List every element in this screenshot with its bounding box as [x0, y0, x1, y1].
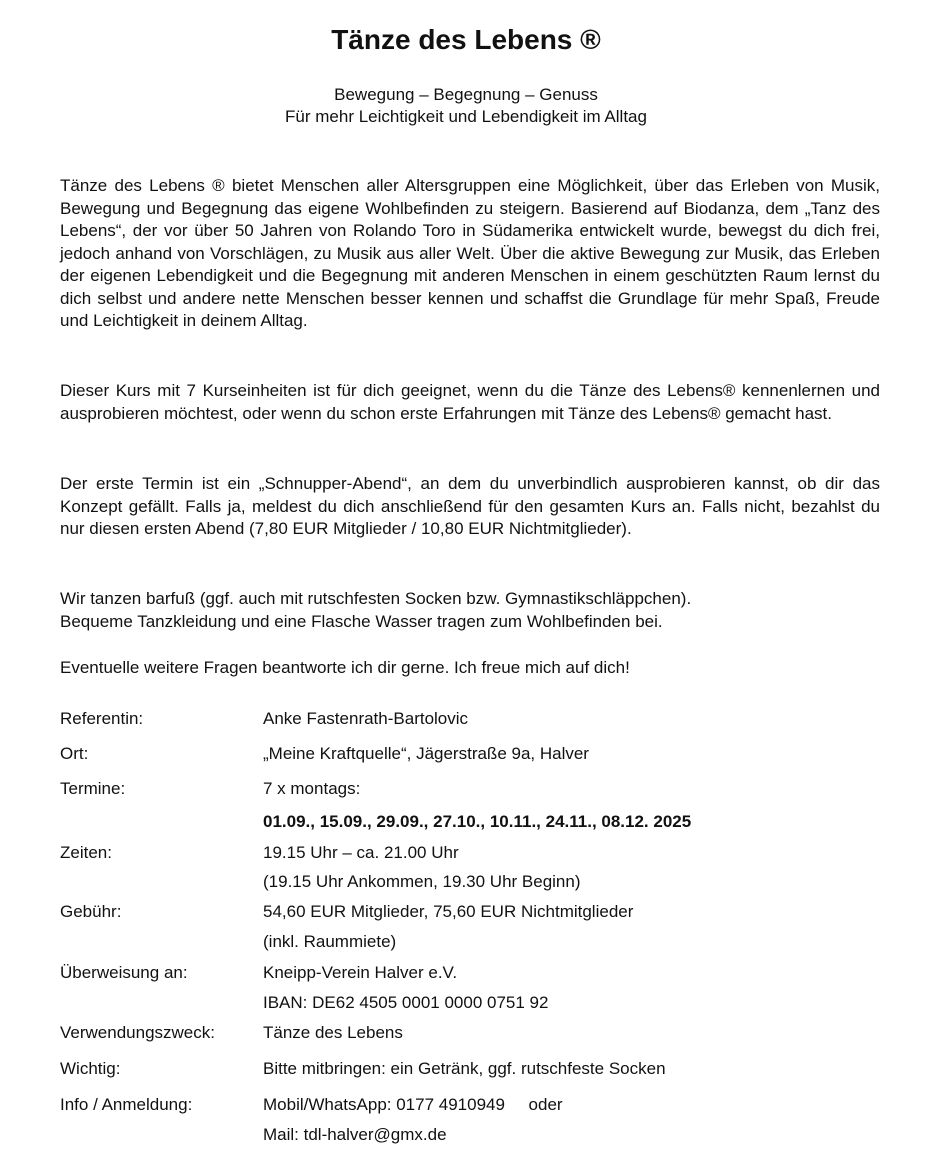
transfer-value-1: Kneipp-Verein Halver e.V.	[263, 963, 458, 982]
questions-text: Eventuelle weitere Fragen beantworte ich dir gerne. Ich freue mich auf dich!	[60, 658, 630, 677]
course-paragraph: Dieser Kurs mit 7 Kurseinheiten ist für dich geeignet, wenn du die Tänze des Lebens® kennenlernen und ausprobieren möchtest, oder wenn du schon erste Erfahrungen mit Tänze des Lebens® gemacht hast.	[60, 381, 880, 423]
questions-paragraph	[60, 657, 880, 680]
purpose-value: Tänze des Lebens	[263, 1023, 403, 1042]
place-value: „Meine Kraftquelle“, Jägerstraße 9a, Halver	[263, 744, 589, 763]
speaker-label: Referentin:	[60, 709, 144, 728]
times-label: Zeiten:	[60, 843, 112, 862]
barefoot-paragraph	[60, 588, 880, 633]
barefoot-line-1: Wir tanzen barfuß (ggf. auch mit rutschfesten Socken bzw. Gymnastikschläppchen).	[60, 589, 692, 608]
speaker-value: Anke Fastenrath-Bartolovic	[263, 709, 469, 728]
barefoot-line-2: Bequeme Tanzkleidung und eine Flasche Wasser tragen zum Wohlbefinden bei.	[60, 611, 663, 631]
fee-value-2: (inkl. Raummiete)	[263, 932, 397, 951]
subtitle-line-1: Bewegung – Begegnung – Genuss	[334, 85, 598, 104]
info-value-1: Mobil/WhatsApp: 0177 4910949 oder	[263, 1095, 563, 1114]
transfer-label: Überweisung an:	[60, 963, 188, 982]
place-label: Ort:	[60, 744, 89, 763]
intro-paragraph: Tänze des Lebens ® bietet Menschen aller Altersgruppen eine Möglichkeit, über das Erleben von Musik, Bewegung und Begegnung das eigene Wohlbefinden zu steigern. Basierend auf Biodanza, dem „Tanz des Lebens“, der vor über 50 Jahren von Rolando Toro in Südamerika entwickelt wurde, bewegst du dich frei, jedoch anhand von Vorschlägen, zu Musik aus aller Welt. Über die aktive Bewegung zur Musik, das Erleben der eigenen Lebendigkeit und die Begegnung mit anderen Menschen in einem geschützten Raum lernst du dich selbst und andere nette Menschen besser kennen und schaffst die Grundlage für mehr Spaß, Freude und Leichtigkeit in deinem Alltag.	[60, 176, 880, 330]
info-label: Info / Anmeldung:	[60, 1095, 193, 1114]
dates-value-1: 7 x montags:	[263, 779, 361, 798]
page-title: Tänze des Lebens ®	[331, 24, 601, 55]
important-value: Bitte mitbringen: ein Getränk, ggf. rutschfeste Socken	[263, 1059, 666, 1078]
fee-value-1: 54,60 EUR Mitglieder, 75,60 EUR Nichtmitglieder	[263, 902, 634, 921]
fee-label: Gebühr:	[60, 902, 122, 921]
dates-value-2: 01.09., 15.09., 29.09., 27.10., 10.11., 24.11., 08.12. 2025	[263, 812, 692, 831]
times-value-1: 19.15 Uhr – ca. 21.00 Uhr	[263, 843, 459, 862]
trial-paragraph: Der erste Termin ist ein „Schnupper-Abend“, an dem du unverbindlich ausprobieren kannst, ob dir das Konzept gefällt. Falls ja, meldest du dich anschließend für den gesamten Kurs an. Falls nicht, bezahlst du nur diesen ersten Abend (7,80 EUR Mitglieder / 10,80 EUR Nichtmitglieder).	[60, 474, 880, 538]
times-value-2: (19.15 Uhr Ankommen, 19.30 Uhr Beginn)	[263, 872, 581, 891]
transfer-value-2: IBAN: DE62 4505 0001 0000 0751 92	[263, 993, 549, 1012]
subtitle-line-2: Für mehr Leichtigkeit und Lebendigkeit im Alltag	[285, 107, 647, 126]
info-value-2: Mail: tdl-halver@gmx.de	[263, 1125, 447, 1144]
important-label: Wichtig:	[60, 1059, 121, 1078]
dates-label: Termine:	[60, 779, 126, 798]
purpose-label: Verwendungszweck:	[60, 1023, 215, 1042]
